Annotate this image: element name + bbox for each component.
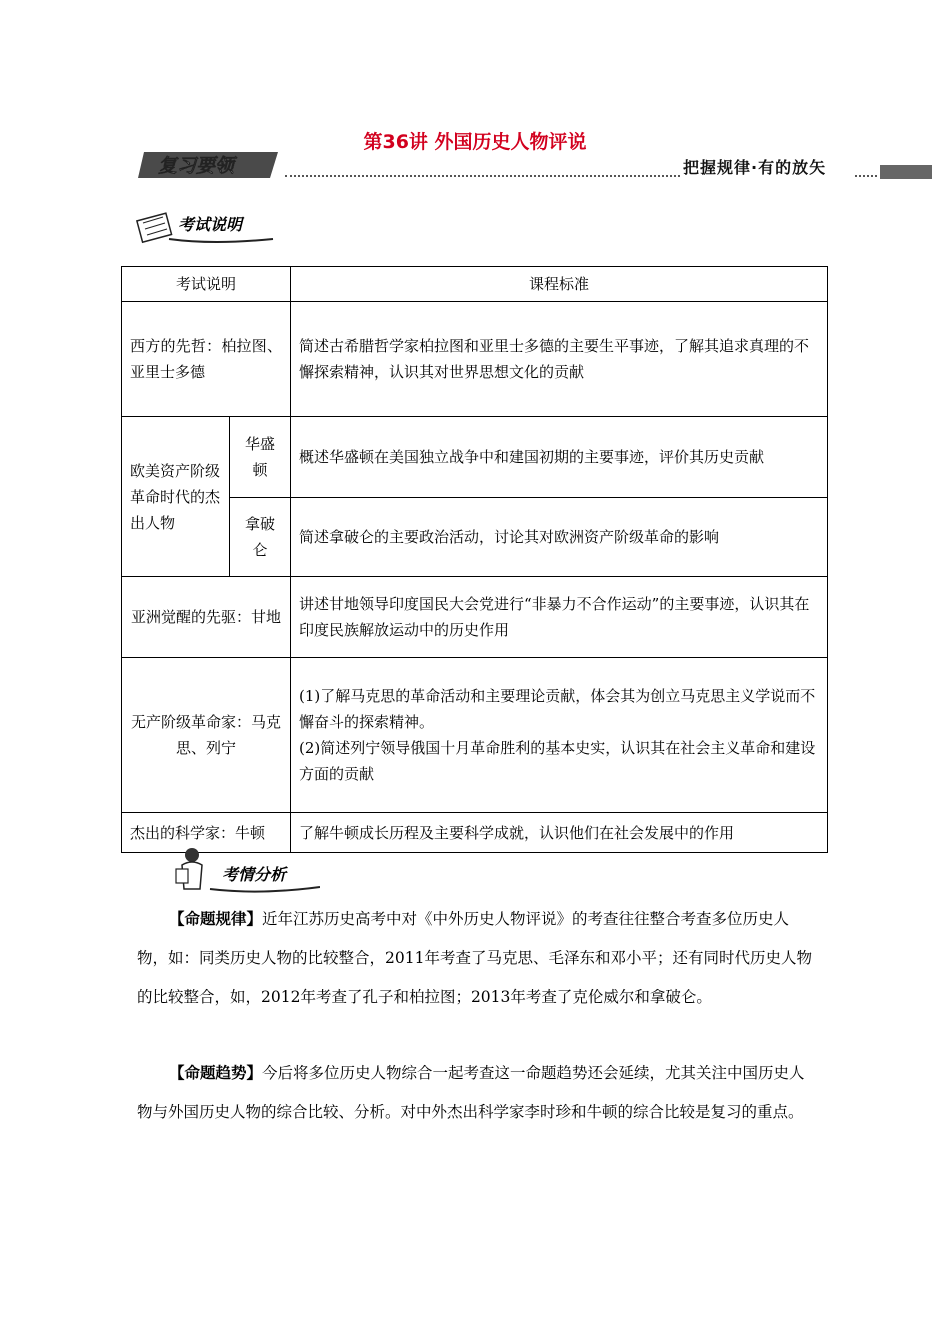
- row-topic: 西方的先哲：柏拉图、亚里士多德: [122, 302, 291, 417]
- row-standard: 简述古希腊哲学家柏拉图和亚里士多德的主要生平事迹，了解其追求真理的不懈探索精神，认识其对世界思想文化的贡献: [291, 302, 828, 417]
- divider-dots: [285, 175, 680, 177]
- row-standard: 讲述甘地领导印度国民大会党进行“非暴力不合作运动”的主要事迹，认识其在印度民族解放运动中的历史作用: [291, 577, 828, 658]
- review-banner: [138, 150, 278, 180]
- banner-bar: [880, 165, 932, 179]
- paragraph-text: 近年江苏历史高考中对《中外历史人物评说》的考查往往整合考查多位历史人物，如：同类历史人物的比较整合，2011年考查了马克思、毛泽东和邓小平；还有同时代历史人物的比较整合，如，2012年考查了孔子和柏拉图；2013年考查了克伦威尔和拿破仑。: [137, 910, 812, 1006]
- standards-table: [121, 266, 828, 853]
- table-row: [122, 577, 828, 658]
- row-standard-2: (2)简述列宁领导俄国十月革命胜利的基本史实，认识其在社会主义革命和建设方面的贡献: [299, 739, 816, 783]
- review-banner-text: 复习要领: [158, 155, 235, 177]
- row-sub: 华盛顿: [230, 417, 291, 498]
- page-title: 第36讲 外国历史人物评说: [363, 131, 587, 153]
- table-header: 考试说明: [122, 267, 291, 302]
- paragraph-label: 【命题规律】: [169, 910, 263, 928]
- row-topic: 杰出的科学家：牛顿: [122, 813, 291, 853]
- banner-right-text: 把握规律·有的放矢: [683, 158, 827, 177]
- row-topic: 亚洲觉醒的先驱：甘地: [122, 577, 291, 658]
- row-sub: 拿破仑: [230, 498, 291, 577]
- paragraph-trend: [137, 1054, 817, 1132]
- row-standard-1: (1)了解马克思的革命活动和主要理论贡献，体会其为创立马克思主义学说而不懈奋斗的探索精神。: [299, 687, 816, 731]
- table-header: 课程标准: [291, 267, 828, 302]
- paragraph-text: 今后将多位历史人物综合一起考查这一命题趋势还会延续，尤其关注中国历史人物与外国历史人物的综合比较、分析。对中外杰出科学家李时珍和牛顿的综合比较是复习的重点。: [137, 1064, 805, 1121]
- section-label-exam-analysis: 考情分析: [222, 865, 287, 884]
- table-header-row: [122, 267, 828, 302]
- row-standard: 简述拿破仑的主要政治活动，讨论其对欧洲资产阶级革命的影响: [291, 498, 828, 577]
- paragraph-rules: [137, 900, 817, 1017]
- table-row: [122, 302, 828, 417]
- row-group: 欧美资产阶级革命时代的杰出人物: [122, 417, 230, 577]
- table-row: [122, 658, 828, 813]
- section-label-exam-notes: 考试说明: [178, 215, 243, 234]
- row-standard: 了解牛顿成长历程及主要科学成就，认识他们在社会发展中的作用: [291, 813, 828, 853]
- paragraph-label: 【命题趋势】: [169, 1064, 263, 1082]
- divider-dots-2: [855, 175, 877, 177]
- row-topic: 无产阶级革命家：马克思、列宁: [122, 658, 291, 813]
- row-standard-multi: [291, 658, 828, 813]
- row-standard: 概述华盛顿在美国独立战争中和建国初期的主要事迹，评价其历史贡献: [291, 417, 828, 498]
- table-row: [122, 417, 828, 498]
